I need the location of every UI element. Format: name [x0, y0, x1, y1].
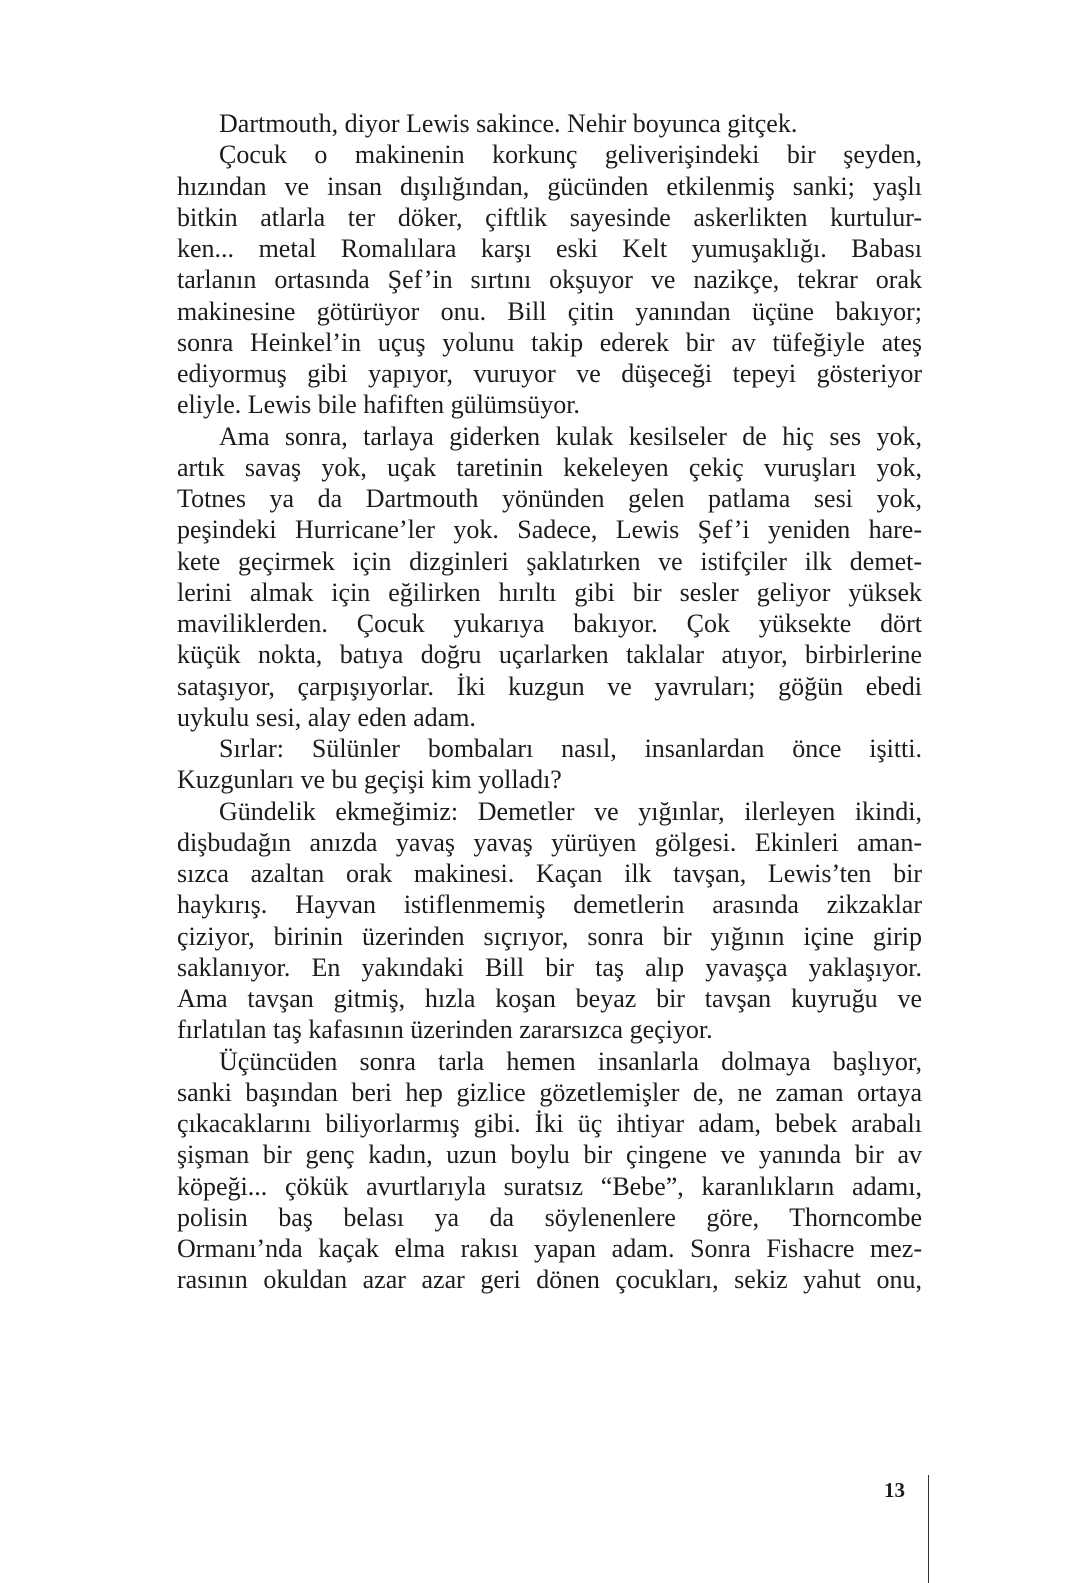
text-line: Ormanı’nda kaçak elma rakısı yapan adam. Sonra Fishacre mez-: [177, 1234, 922, 1263]
text-line: Gündelik ekmeğimiz: Demetler ve yığınlar, ilerleyen ikindi,: [219, 796, 922, 826]
text-line: fırlatılan taş kafasının üzerinden zararsızca geçiyor.: [177, 1015, 713, 1045]
text-line: Çocuk o makinenin korkunç geliverişindeki bir şeyden,: [219, 140, 922, 170]
text-line: bitkin atlarla ter döker, çiftlik sayesinde askerlikten kurtulur-: [177, 202, 922, 232]
text-line: Kuzgunları ve bu geçişi kim yolladı?: [177, 765, 562, 795]
text-line: makinesine götürüyor onu. Bill çitin yanından üçüne bakıyor;: [177, 296, 922, 326]
text-line: lerini almak için eğilirken hırıltı gibi bir sesler geliyor yüksek: [177, 577, 922, 607]
text-line: ediyormuş gibi yapıyor, vuruyor ve düşeceği tepeyi gösteriyor: [177, 359, 922, 388]
text-line: haykırış. Hayvan istiflenmemiş demetlerin arasında zikzaklar: [177, 890, 922, 920]
text-line: çıkacaklarını biliyorlarmış gibi. İki üç ihtiyar adam, bebek arabalı: [177, 1109, 922, 1138]
text-line: şişman bir genç kadın, uzun boylu bir çingene ve yanında bir av: [177, 1140, 922, 1170]
text-line: küçük nokta, batıya doğru uçarlarken taklalar atıyor, birbirlerine: [177, 640, 922, 670]
text-line: Üçüncüden sonra tarla hemen insanlarla dolmaya başlıyor,: [219, 1046, 922, 1076]
text-line: köpeği... çökük avurtlarıyla suratsız “Bebe”, karanlıkların adamı,: [177, 1171, 922, 1201]
text-line: tarlanın ortasında Şef’in sırtını okşuyor ve nazikçe, tekrar orak: [177, 265, 922, 295]
text-line: saklanıyor. En yakındaki Bill bir taş alıp yavaşça yaklaşıyor.: [177, 952, 922, 982]
page-body: [177, 108, 922, 1296]
text-line: Ama tavşan gitmiş, hızla koşan beyaz bir tavşan kuyruğu ve: [177, 984, 922, 1013]
text-line: çiziyor, birinin üzerinden sıçrıyor, sonra bir yığının içine girip: [177, 921, 922, 951]
text-line: hızından ve insan dışılığından, gücünden etkilenmiş sanki; yaşlı: [177, 171, 922, 201]
text-line: kete geçirmek için dizginleri şaklatırken ve istifçiler ilk demet-: [177, 546, 922, 576]
text-line: polisin baş belası ya da söylenenlere göre, Thorncombe: [177, 1202, 922, 1232]
text-line: dişbudağın anızda yavaş yavaş yürüyen gölgesi. Ekinleri aman-: [177, 827, 922, 857]
text-line: ken... metal Romalılara karşı eski Kelt yumuşaklığı. Babası: [177, 234, 922, 263]
text-line: Ama sonra, tarlaya giderken kulak kesilseler de hiç ses yok,: [219, 421, 922, 451]
text-line: Totnes ya da Dartmouth yönünden gelen patlama sesi yok,: [177, 484, 922, 513]
text-line: sızca azaltan orak makinesi. Kaçan ilk tavşan, Lewis’ten bir: [177, 859, 922, 888]
margin-rule: [928, 1475, 929, 1583]
text-line: uykulu sesi, alay eden adam.: [177, 702, 476, 732]
text-line: artık savaş yok, uçak taretinin kekeleyen çekiç vuruşları yok,: [177, 452, 922, 482]
text-line: Sırlar: Sülünler bombaları nasıl, insanlardan önce işitti.: [219, 734, 922, 763]
text-line: rasının okuldan azar azar geri dönen çocukları, sekiz yahut onu,: [177, 1265, 922, 1295]
text-line: peşindeki Hurricane’ler yok. Sadece, Lewis Şef’i yeniden hare-: [177, 515, 922, 545]
text-line: sanki başından beri hep gizlice gözetlemişler de, ne zaman ortaya: [177, 1077, 922, 1107]
text-line: maviliklerden. Çocuk yukarıya bakıyor. Çok yüksekte dört: [177, 609, 922, 638]
text-line: sonra Heinkel’in uçuş yolunu takip ederek bir av tüfeğiyle ateş: [177, 327, 922, 357]
text-line: eliyle. Lewis bile hafiften gülümsüyor.: [177, 390, 580, 420]
text-line: Dartmouth, diyor Lewis sakince. Nehir boyunca gitçek.: [219, 109, 798, 138]
page-number: 13: [884, 1478, 905, 1502]
text-line: sataşıyor, çarpışıyorlar. İki kuzgun ve yavruları; göğün ebedi: [177, 671, 922, 701]
